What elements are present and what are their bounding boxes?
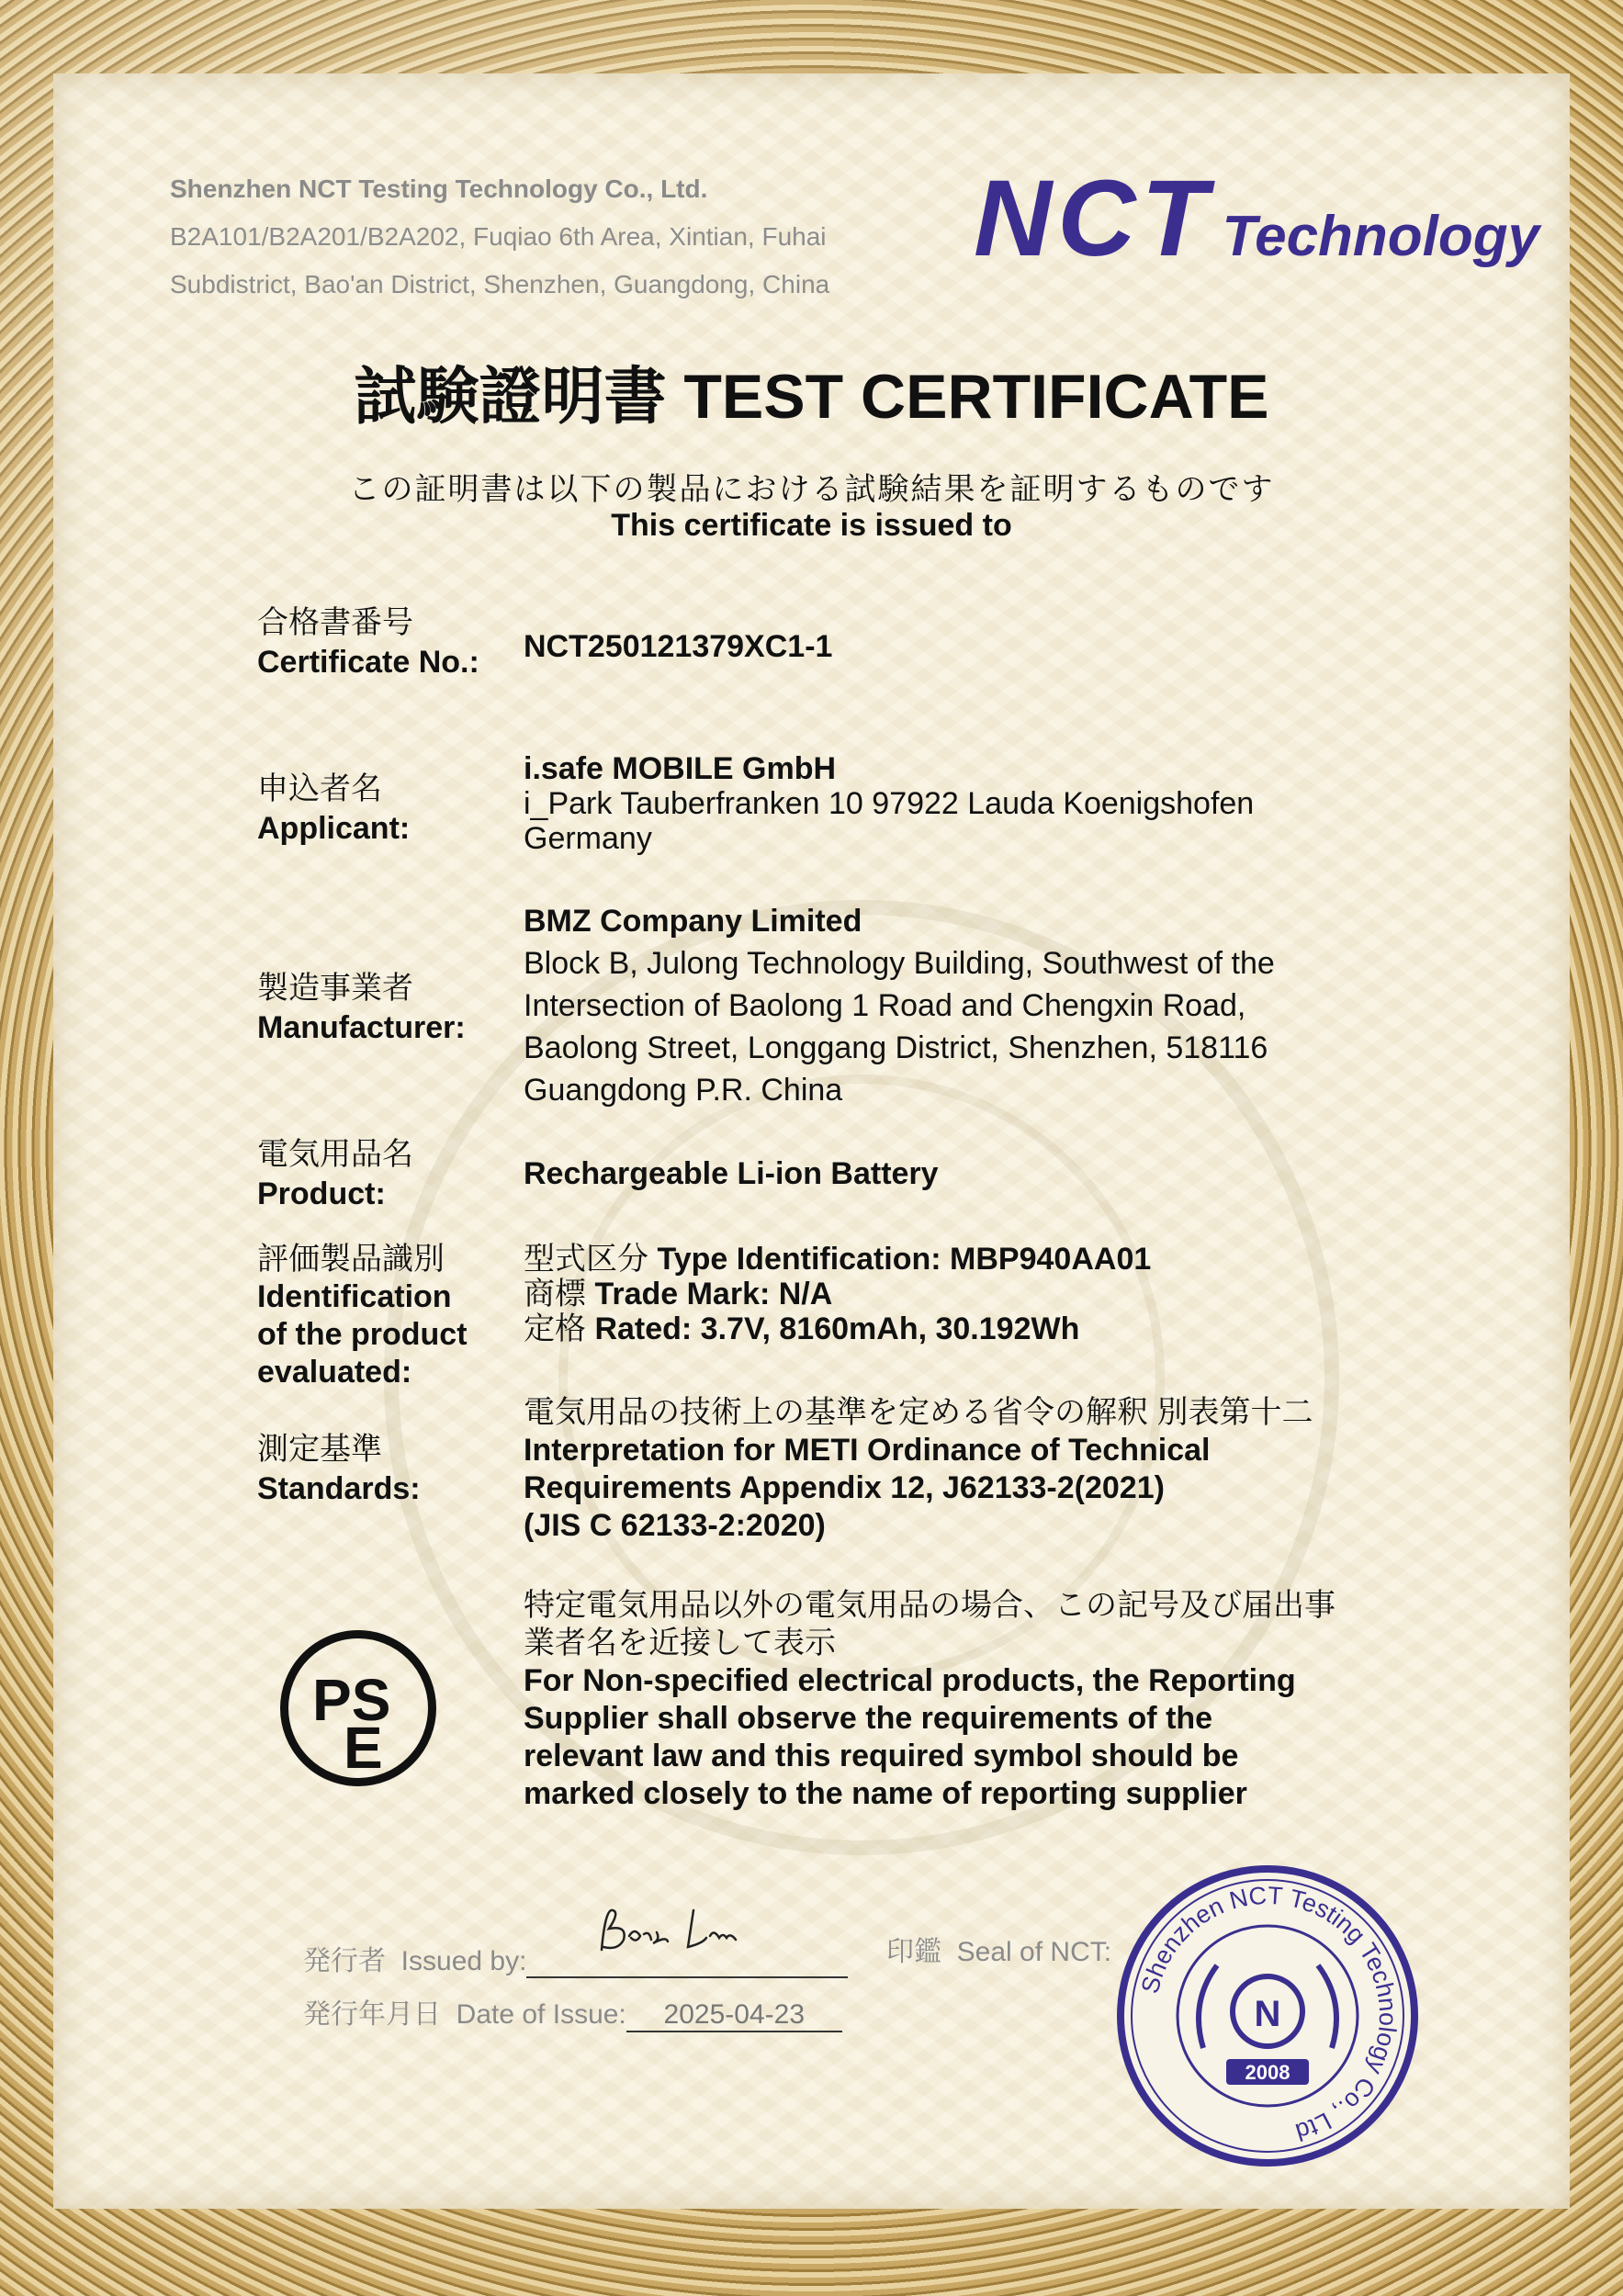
applicant-address-line2: Germany (524, 821, 652, 856)
issued-by-label-jp: 発行者 (303, 1946, 386, 1976)
standards-line2: Requirements Appendix 12, J62133-2(2021) (524, 1470, 1165, 1505)
cert-no-value: NCT250121379XC1-1 (524, 629, 833, 664)
trade-mark-label-jp: 商標 (524, 1277, 586, 1311)
rated-row (524, 1311, 1151, 1346)
nct-seal-icon (1116, 1864, 1419, 2167)
applicant-address-line1: i_Park Tauberfranken 10 97922 Lauda Koenigshofen (524, 786, 1255, 821)
standards-label (257, 1430, 421, 1509)
standards-label-jp: 測定基準 (257, 1432, 382, 1467)
pse-note-jp1: 特定電気用品以外の電気用品の場合、この記号及び届出事 (524, 1588, 1336, 1623)
pse-note-en3: relevant law and this required symbol should be (524, 1739, 1239, 1773)
manufacturer-address-line2: Intersection of Baolong 1 Road and Chengxin Road, (524, 988, 1246, 1023)
identification-label-en1: Identification (257, 1279, 452, 1314)
pse-mark-icon (280, 1630, 436, 1786)
subtitle-en: This certificate is issued to (611, 508, 1012, 543)
standards-line3: (JIS C 62133-2:2020) (524, 1508, 826, 1543)
nct-logo (974, 156, 1539, 281)
applicant-label (257, 770, 410, 849)
date-of-issue (303, 1991, 842, 2032)
cert-no-label-en: Certificate No.: (257, 645, 479, 680)
page-title: 試験證明書 TEST CERTIFICATE (354, 362, 1269, 432)
logo-main: NCT (974, 158, 1213, 279)
product-label (257, 1135, 413, 1214)
company-address-line2: Subdistrict, Bao'an District, Shenzhen, Guangdong, China (170, 270, 830, 298)
identification-value (524, 1242, 1151, 1346)
manufacturer-value (524, 900, 1275, 1111)
pse-note-jp2: 業者名を近接して表示 (524, 1626, 836, 1660)
pse-note-en4: marked closely to the name of reporting supplier (524, 1776, 1247, 1811)
identification-label-jp: 評価製品識別 (257, 1242, 445, 1277)
manufacturer-label (257, 969, 466, 1048)
logo-sub: Technology (1222, 205, 1540, 268)
standards-line-jp: 電気用品の技術上の基準を定める省令の解釈 別表第十二 (524, 1395, 1313, 1430)
product-label-jp: 電気用品名 (257, 1137, 413, 1172)
cert-no-label (257, 603, 479, 682)
pse-note-en1: For Non-specified electrical products, the Reporting (524, 1663, 1296, 1698)
trade-mark: Trade Mark: N/A (594, 1277, 833, 1311)
rated-label-jp: 定格 (524, 1311, 586, 1346)
manufacturer-address-line4: Guangdong P.R. China (524, 1073, 843, 1108)
type-identification-row (524, 1242, 1151, 1277)
manufacturer-address-line3: Baolong Street, Longgang District, Shenzhen, 518116 (524, 1030, 1268, 1065)
standards-label-en: Standards: (257, 1471, 421, 1506)
manufacturer-label-jp: 製造事業者 (257, 971, 413, 1006)
seal-ring-text: Shenzhen NCT Testing Technology Co., Ltd (1135, 1881, 1403, 2146)
applicant-label-en: Applicant: (257, 811, 411, 846)
applicant-value (524, 751, 1254, 856)
identification-label-en3: evaluated: (257, 1355, 412, 1390)
seal-label-en: Seal of NCT: (956, 1937, 1112, 1967)
product-label-en: Product: (257, 1176, 386, 1211)
cert-no-label-jp: 合格書番号 (257, 605, 413, 640)
seal-label (886, 1929, 1111, 1969)
signature-image (592, 1899, 776, 1964)
pse-mark-bottom: E (344, 1715, 383, 1781)
applicant-label-jp: 申込者名 (257, 771, 382, 806)
pse-note-en2: Supplier shall observe the requirements of the (524, 1701, 1213, 1736)
product-value: Rechargeable Li-ion Battery (524, 1156, 939, 1191)
pse-mark-top: PS (312, 1667, 391, 1733)
standards-line1: Interpretation for METI Ordinance of Technical (524, 1433, 1211, 1468)
identification-label (257, 1241, 468, 1391)
company-header (170, 165, 829, 309)
pse-note (524, 1587, 1336, 1813)
identification-label-en2: of the product (257, 1317, 468, 1352)
seal-year: 2008 (1245, 2061, 1291, 2084)
applicant-name: i.safe MOBILE GmbH (524, 751, 837, 786)
manufacturer-name: BMZ Company Limited (524, 904, 862, 939)
trade-mark-row (524, 1277, 1151, 1311)
company-address-line1: B2A101/B2A201/B2A202, Fuqiao 6th Area, Xintian, Fuhai (170, 222, 827, 251)
manufacturer-address-line1: Block B, Julong Technology Building, Southwest of the (524, 946, 1275, 981)
svg-text:N: N (1254, 1994, 1281, 2034)
issued-by-label-en: Issued by: (400, 1946, 527, 1976)
date-label-en: Date of Issue: (456, 1999, 626, 2030)
standards-value (524, 1394, 1313, 1545)
type-label-jp: 型式区分 (524, 1242, 648, 1277)
manufacturer-label-en: Manufacturer: (257, 1010, 466, 1045)
subtitle-jp: この証明書は以下の製品における試験結果を証明するものです (348, 472, 1275, 507)
seal-label-jp: 印鑑 (886, 1937, 941, 1967)
type-identification: Type Identification: MBP940AA01 (657, 1242, 1152, 1277)
date-label-jp: 発行年月日 (303, 1999, 441, 2030)
date-value: 2025-04-23 (626, 1999, 842, 2032)
rated-value: Rated: 3.7V, 8160mAh, 30.192Wh (594, 1311, 1080, 1346)
company-name: Shenzhen NCT Testing Technology Co., Ltd. (170, 174, 708, 203)
